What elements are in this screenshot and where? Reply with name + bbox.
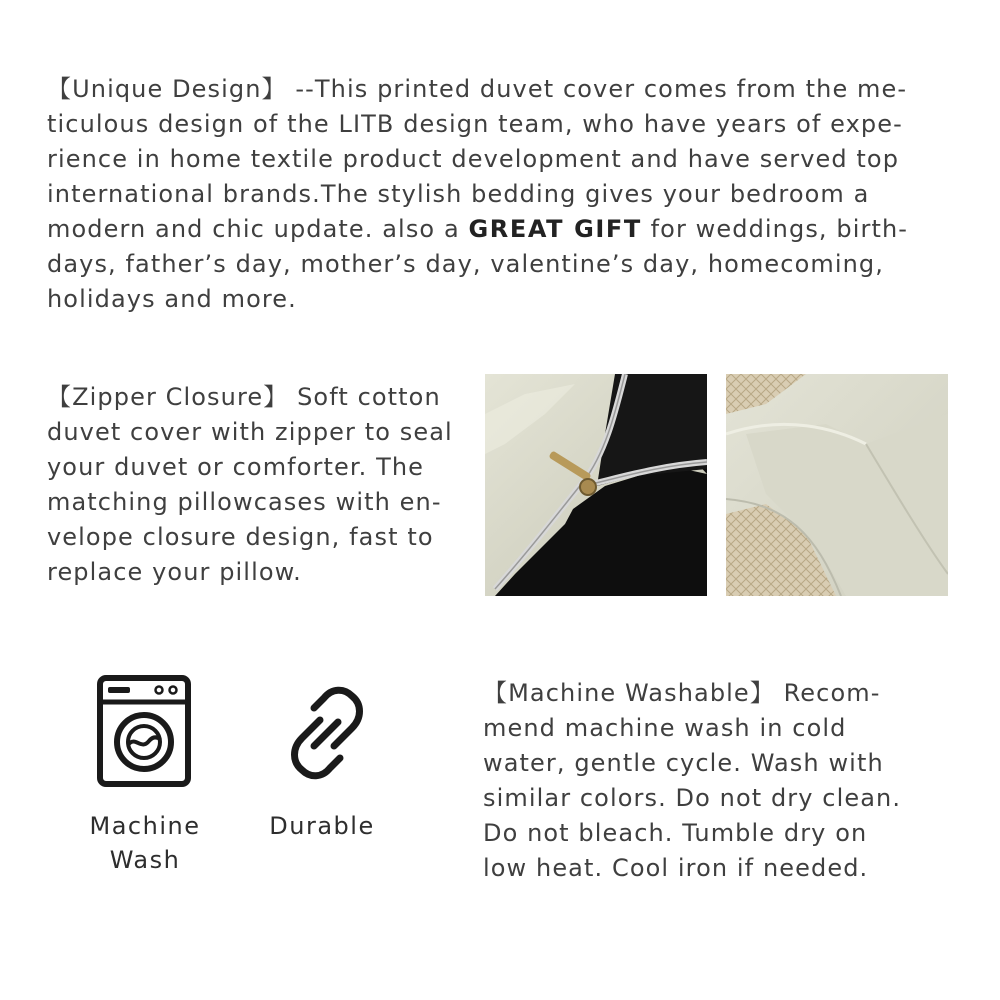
- text-line: water, gentle cycle. Wash with: [483, 749, 884, 777]
- text-line: [47, 212, 908, 247]
- text-line: velope closure design, fast to: [47, 523, 434, 551]
- text-line: 【Unique Design】 --This printed duvet cover comes from the me-: [47, 75, 908, 103]
- zipper-closure-paragraph: [47, 380, 453, 590]
- text-line: duvet cover with zipper to seal: [47, 418, 453, 446]
- text-fragment: for weddings, birth-: [641, 215, 909, 243]
- machine-washable-paragraph: [483, 676, 901, 886]
- durable-label: Durable: [269, 812, 375, 840]
- text-line: matching pillowcases with en-: [47, 488, 442, 516]
- text-line: low heat. Cool iron if needed.: [483, 854, 869, 882]
- text-line: days, father’s day, mother’s day, valentine’s day, homecoming,: [47, 250, 884, 278]
- unique-design-paragraph: [47, 72, 908, 317]
- text-line: similar colors. Do not dry clean.: [483, 784, 902, 812]
- zipper-closeup-photo: [485, 374, 707, 596]
- machine-wash-label: [74, 809, 216, 877]
- text-line: mend machine wash in cold: [483, 714, 847, 742]
- text-line: replace your pillow.: [47, 558, 302, 586]
- great-gift-emphasis: GREAT GIFT: [468, 215, 642, 243]
- text-line: 【Zipper Closure】 Soft cotton: [47, 383, 441, 411]
- label-line: Machine: [89, 812, 201, 840]
- text-line: 【Machine Washable】 Recom-: [483, 679, 881, 707]
- pillowcase-envelope-photo: [726, 374, 948, 596]
- text-line: rience in home textile product development and have served top: [47, 145, 900, 173]
- text-line: Do not bleach. Tumble dry on: [483, 819, 868, 847]
- chain-link-icon: [276, 682, 378, 784]
- text-line: your duvet or comforter. The: [47, 453, 425, 481]
- label-line: Wash: [109, 846, 181, 874]
- text-line: holidays and more.: [47, 285, 297, 313]
- text-fragment: modern and chic update. also a: [47, 215, 469, 243]
- text-line: international brands.The stylish bedding gives your bedroom a: [47, 180, 870, 208]
- text-line: ticulous design of the LITB design team, who have years of expe-: [47, 110, 903, 138]
- washing-machine-icon: [97, 675, 191, 787]
